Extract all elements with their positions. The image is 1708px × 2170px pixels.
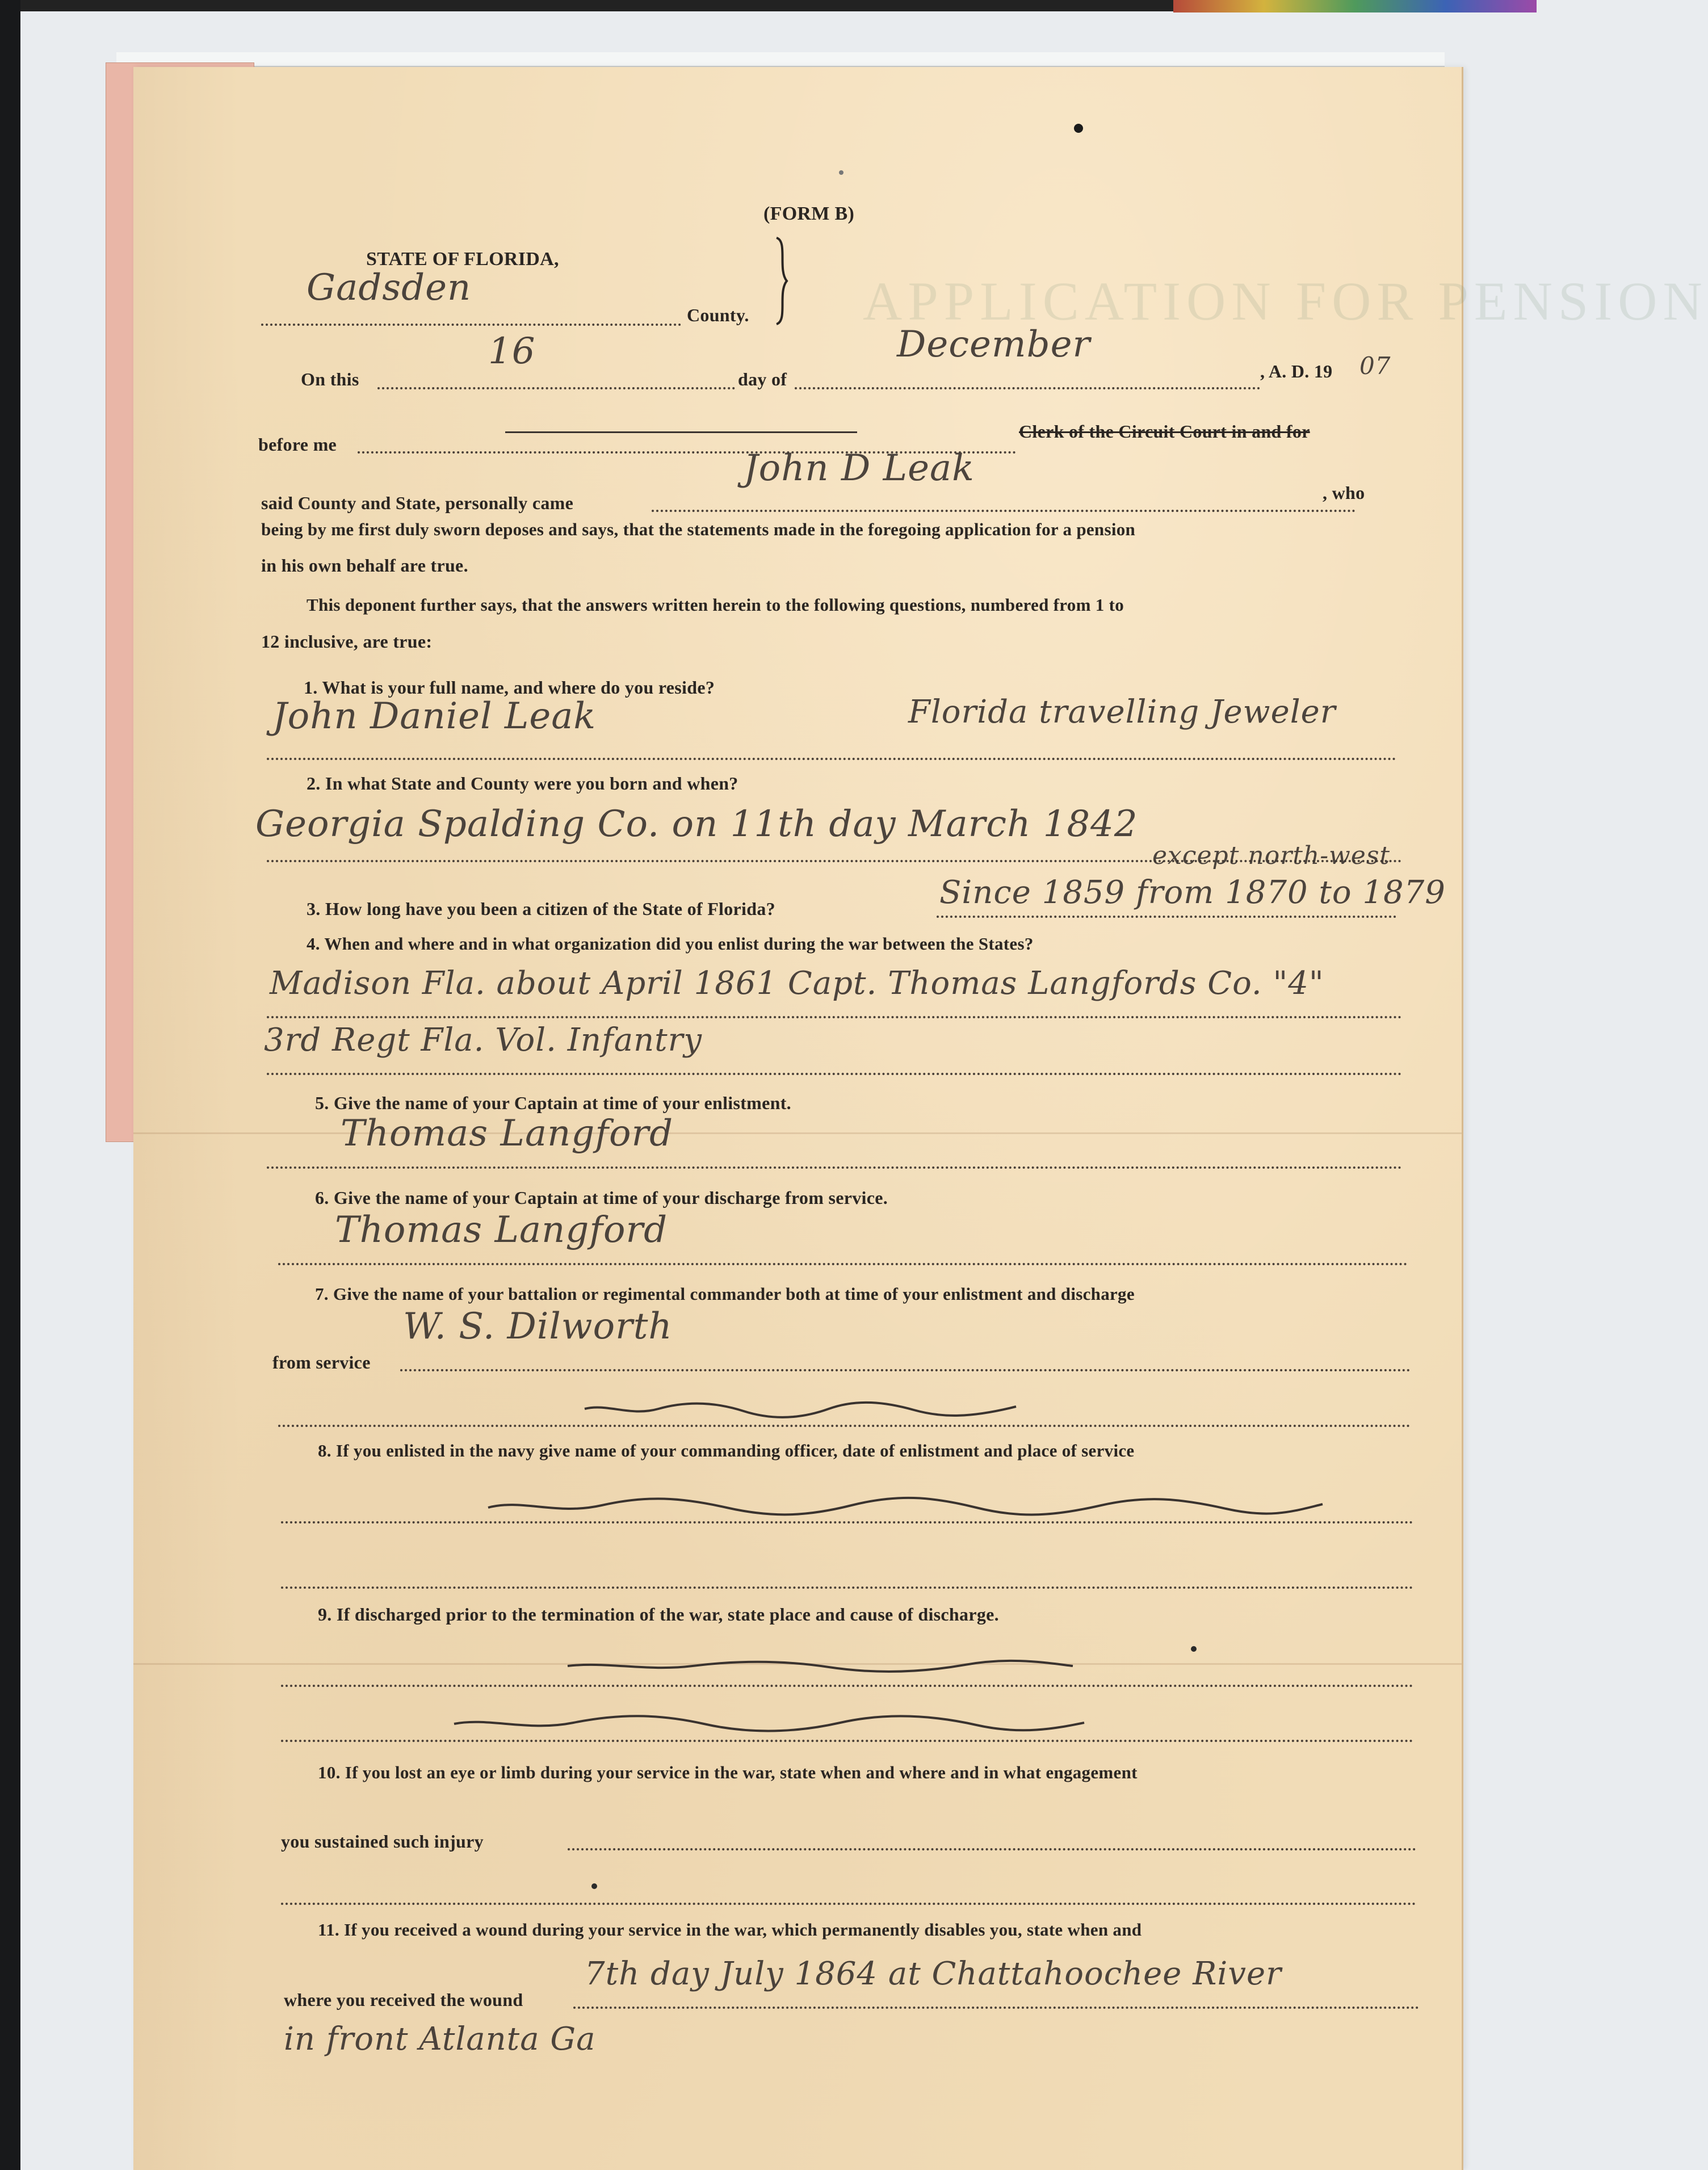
question-8: 8. If you enlisted in the navy give name of your commanding officer, date of enlistment and place of service bbox=[318, 1441, 1135, 1460]
question-3: 3. How long have you been a citizen of the State of Florida? bbox=[307, 899, 775, 919]
applicant-value: John D Leak bbox=[744, 447, 975, 489]
answer-8b-leader bbox=[281, 1586, 1413, 1589]
county-label: County. bbox=[687, 305, 749, 325]
clerk-label: Clerk of the Circuit Court in and for bbox=[1019, 421, 1310, 442]
paper-speck bbox=[591, 1883, 597, 1889]
punch-hole bbox=[1074, 124, 1083, 133]
answer-9a-leader bbox=[281, 1685, 1413, 1687]
year-label: , A. D. 19 bbox=[1260, 361, 1333, 381]
question-11-prefix: where you received the wound bbox=[284, 1989, 523, 2010]
color-calibration-strip bbox=[1173, 0, 1537, 12]
further-text-line2: 12 inclusive, are true: bbox=[261, 631, 433, 652]
question-11: 11. If you received a wound during your service in the war, which permanently disables you, state when and bbox=[318, 1920, 1142, 1940]
applicant-leader bbox=[652, 510, 1356, 512]
answer-4a: Madison Fla. about April 1861 Capt. Thomas Langfords Co. "4" bbox=[270, 965, 1324, 1002]
question-7: 7. Give the name of your battalion or regimental commander both at time of your enlistment and discharge bbox=[315, 1284, 1135, 1304]
answer-3-note: except north-west bbox=[1152, 841, 1391, 870]
month-value: December bbox=[897, 324, 1091, 366]
answer-3: Since 1859 from 1870 to 1879 bbox=[939, 874, 1446, 911]
question-6: 6. Give the name of your Captain at time of your discharge from service. bbox=[315, 1187, 888, 1208]
bleed-through-title: APPLICATION FOR PENSION bbox=[863, 271, 1708, 331]
answer-7-leader bbox=[400, 1369, 1411, 1371]
question-5: 5. Give the name of your Captain at time of your enlistment. bbox=[315, 1093, 791, 1113]
answer-11b: in front Atlanta Ga bbox=[284, 2021, 596, 2058]
day-leader bbox=[377, 387, 735, 389]
answer-7: W. S. Dilworth bbox=[403, 1306, 673, 1348]
answer-8-dash-mark bbox=[488, 1488, 1328, 1522]
answer-6-leader bbox=[278, 1263, 1408, 1265]
said-county-label: said County and State, personally came bbox=[261, 493, 574, 513]
answer-9b-leader bbox=[281, 1740, 1413, 1742]
answer-3-leader bbox=[937, 916, 1396, 918]
question-1: 1. What is your full name, and where do you reside? bbox=[304, 677, 715, 698]
answer-10a-leader bbox=[568, 1848, 1416, 1850]
answer-11a: 7th day July 1864 at Chattahoochee River bbox=[585, 1955, 1282, 1992]
paper-fold bbox=[133, 1132, 1462, 1134]
sworn-text-line1: being by me first duly sworn deposes and says, that the statements made in the foregoing application for a pension bbox=[261, 519, 1136, 539]
further-text-line1: This deponent further says, that the answers written herein to the following questions, numbered from 1 to bbox=[307, 595, 1124, 615]
day-value: 16 bbox=[488, 330, 536, 372]
county-value: Gadsden bbox=[307, 267, 472, 309]
scanner-border-left bbox=[0, 0, 20, 2170]
paper-speck bbox=[1191, 1646, 1197, 1652]
answer-5-leader bbox=[267, 1166, 1402, 1169]
answer-4b: 3rd Regt Fla. Vol. Infantry bbox=[264, 1022, 703, 1059]
state-heading: STATE OF FLORIDA, bbox=[366, 249, 559, 270]
before-me-strike bbox=[505, 431, 857, 433]
answer-7-dash-mark bbox=[585, 1392, 1039, 1426]
answer-10b-leader bbox=[281, 1903, 1416, 1905]
question-10-prefix: you sustained such injury bbox=[281, 1831, 484, 1852]
before-me-label: before me bbox=[258, 434, 337, 455]
answer-1-residence: Florida travelling Jeweler bbox=[908, 694, 1336, 731]
paper-speck bbox=[839, 170, 843, 175]
form-label: (FORM B) bbox=[763, 203, 855, 224]
answer-9-dash-mark-2 bbox=[454, 1706, 1090, 1740]
answer-4b-leader bbox=[267, 1073, 1402, 1075]
day-of-label: day of bbox=[738, 369, 787, 389]
answer-2: Georgia Spalding Co. on 11th day March 1842 bbox=[255, 803, 1138, 845]
answer-9-dash-mark-1 bbox=[568, 1649, 1078, 1683]
answer-1-name: John Daniel Leak bbox=[272, 695, 597, 737]
month-leader bbox=[795, 387, 1260, 389]
answer-1-leader bbox=[267, 758, 1396, 760]
question-2: 2. In what State and County were you born and when? bbox=[307, 773, 738, 794]
question-9: 9. If discharged prior to the termination of the war, state place and cause of discharge. bbox=[318, 1604, 999, 1625]
who-label: , who bbox=[1323, 482, 1365, 503]
brace-bracket bbox=[773, 236, 792, 326]
answer-11a-leader bbox=[573, 2007, 1419, 2009]
year-value: 07 bbox=[1359, 352, 1391, 380]
question-7-prefix: from service bbox=[272, 1352, 371, 1372]
answer-4a-leader bbox=[267, 1016, 1402, 1018]
question-10: 10. If you lost an eye or limb during your service in the war, state when and where and in what engagement bbox=[318, 1762, 1138, 1782]
paper-top-edge bbox=[116, 52, 1445, 67]
county-leader bbox=[261, 324, 681, 326]
on-this-label: On this bbox=[301, 369, 359, 389]
sworn-text-line2: in his own behalf are true. bbox=[261, 555, 468, 576]
answer-5: Thomas Langford bbox=[341, 1113, 674, 1155]
answer-6: Thomas Langford bbox=[335, 1209, 668, 1251]
question-4: 4. When and where and in what organization did you enlist during the war between the States? bbox=[307, 934, 1034, 954]
